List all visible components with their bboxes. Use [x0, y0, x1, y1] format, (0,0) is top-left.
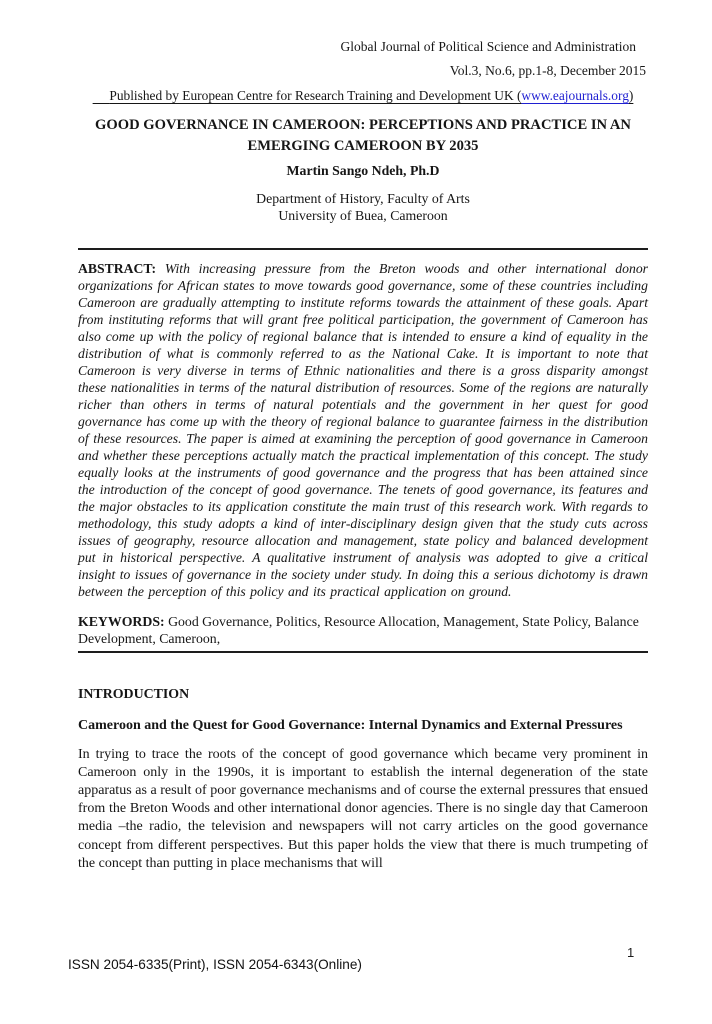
issn-line: ISSN 2054-6335(Print), ISSN 2054-6343(Online) [68, 957, 362, 972]
keywords-bottom-rule [78, 651, 648, 653]
abstract-label: ABSTRACT: [78, 261, 157, 276]
keywords-text: Good Governance, Politics, Resource Allocation, Management, State Policy, Balance Development, Cameroon, [78, 614, 639, 646]
author-affiliation [78, 190, 648, 224]
affiliation-department: Department of History, Faculty of Arts [256, 191, 470, 206]
journal-name: Global Journal of Political Science and Administration [340, 39, 636, 54]
introduction-paragraph: In trying to trace the roots of the concept of good governance which became very prominent in Cameroon only in the 1990s, it is important to establish the internal degeneration of the state apparatus as a result of poor governance mechanisms and of course the external pressures that ensued from the Breton Woods and other international donor agencies. There is no single day that Cameroon media –the radio, the television and newspapers will not carry articles on the good governance concept from different perspectives. But this paper holds the view that there is much trumpeting of the concept than putting in place mechanisms that will [78, 746, 648, 871]
page-number: 1 [627, 945, 635, 960]
keywords-paragraph [78, 613, 648, 647]
paper-title: GOOD GOVERNANCE IN CAMEROON: PERCEPTIONS AND PRACTICE IN AN EMERGING CAMEROON BY 2035 [95, 117, 631, 154]
abstract-top-rule [78, 248, 648, 250]
page-content [78, 0, 648, 873]
volume-info: Vol.3, No.6, pp.1-8, December 2015 [449, 63, 646, 78]
published-by-suffix: ) [628, 88, 634, 103]
author-name: Martin Sango Ndeh, Ph.D [286, 163, 440, 178]
journal-website-link[interactable]: www.eajournals.org [521, 88, 629, 103]
abstract-paragraph [78, 260, 648, 600]
published-by-text: Published by European Centre for Research Training and Development UK ( [109, 88, 522, 103]
keywords-label: KEYWORDS: [78, 614, 165, 629]
introduction-subheading: Cameroon and the Quest for Good Governance: Internal Dynamics and External Pressures [78, 718, 623, 733]
introduction-heading: INTRODUCTION [78, 687, 190, 702]
published-by-line [78, 88, 648, 104]
abstract-text: With increasing pressure from the Breton woods and other international donor organizations for African states to move towards good governance, some of these countries including Cameroon are gradually attempting to institute reforms towards the attainment of these goals. Apart from instituting reforms that will grant free political participation, the government of Cameroon has also come up with the policy of regional balance that is intended to ensure a kind of equality in the distribution of what is commonly referred to as the National Cake. It is important to note that Cameroon is very diverse in terms of Ethnic nationalities and there is a gross disparity amongst these nationalities in terms of the natural distribution of resources. Some of the regions are naturally richer than others in terms of natural potentials and the government in her quest for good governance has come up with the theory of regional balance to guarantee fairness in the distribution of these resources. The paper is aimed at examining the perception of good governance in Cameroon and whether these perceptions actually match the practical implementation of this concept. The study equally looks at the instruments of good governance and the progress that has been attained since the introduction of the concept of good governance. The tenets of good governance, its features and the major obstacles to its application constitute the main trust of this research work. With regards to methodology, this study adopts a kind of inter-disciplinary design given that the study cuts across issues of geography, resource allocation and management, state policy and balanced development put in historical perspective. A qualitative instrument of analysis was adopted to give a critical insight to issues of governance in the society under study. In doing this a serious dichotomy is drawn between the perception of this policy and its practical application on ground. [78, 261, 648, 599]
affiliation-university: University of Buea, Cameroon [278, 208, 448, 223]
